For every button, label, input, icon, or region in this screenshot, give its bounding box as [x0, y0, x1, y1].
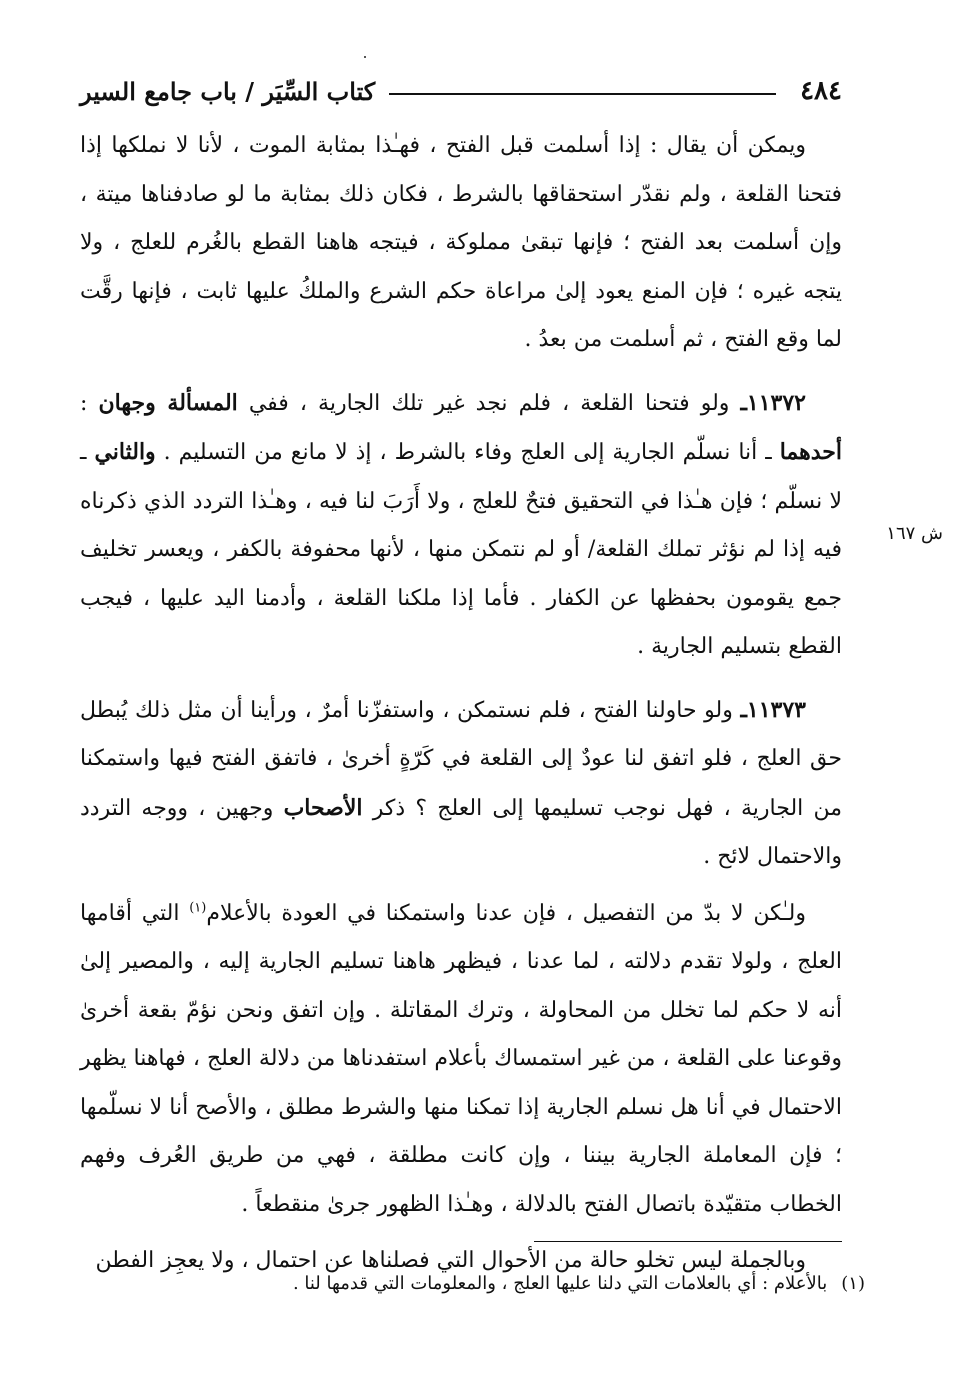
paragraph-4: ولـٰكن لا بدّ من التفصيل ، فإن عدنا واستمكنا في العودة بالأعلام$^{(١)}$ التي أقامها العلج ، ولولا تقدم دلالته ، لما عدنا ، فيظهر هاهنا تسليم الجارية إليه ، والمصير إلىٰ أنه لا حكم لما تخلل من المحاولة ، وترك المقاتلة . وإن اتفق ونحن نؤمّ بقعة أخرىٰ وقوعنا على القلعة ، من غير استمساك بأعلام استفدناها من دلالة العلج ، فهاهنا يظهر الاحتمال في أنا هل نسلم الجارية إذا تمكنا منها والشرط مطلق ، والأصح أنا لا نسلّمها ؛ فإن المعاملة الجارية بيننا ، وإن كانت مطلقة ، فهي من طريق العُرف وفهم الخطاب متقيّدة باتصال الفتح بالدلالة ، وهـٰذا الظهور جرىٰ منقطعاً .: [80, 900, 842, 1217]
page-number: ٤٨٤: [800, 76, 842, 106]
paragraph-5: وبالجملة ليس تخلو حالة من الأحوال التي فصلناها عن احتمال ، ولا يعجِز الفطن: [95, 1248, 806, 1273]
issue-number: ١١٣٧٢ـ: [740, 389, 806, 416]
running-header: [80, 70, 842, 112]
bold-term: والثاني: [94, 439, 156, 465]
footnote: [80, 1264, 865, 1304]
scan-speck: [364, 56, 366, 58]
footnote-reference[interactable]: (١): [189, 900, 207, 916]
main-text: [80, 122, 842, 1286]
running-title: كتاب السِّيَر / باب جامع السير: [80, 76, 376, 106]
bold-term: أحدهما: [779, 439, 842, 465]
footnote-separator: [534, 1241, 842, 1242]
paragraph-11372: ١١٣٧٢ـ ولو فتحنا القلعة ، فلم نجد غير تلك الجارية ، ففي المسألة وجهان : أحدهما ـ أنا نسلّم الجارية إلى العلج وفاء بالشرط ، إذ لا مانع من التسليم . والثاني ـ لا نسلّم ؛ فإن هـٰذا في التحقيق فتحٌ للعلج ، ولا أَرَبَ لنا فيه ، وهـٰذا التردد الذي ذكرناه فيه إذا لم نؤثر تملك القلعة/ أو لم نتمكن منها ، لأنها محفوفة بالكفر ، ويعسر تخليف جمع يقومون بحفظها عن الكفار . فأما إذا ملكنا القلعة ، وأدمنا اليد عليها ، فيجب القطع بتسليم الجارية .: [80, 389, 842, 659]
header-rule: [389, 93, 776, 95]
paragraph-11373: ١١٣٧٣ـ ولو حاولنا الفتح ، فلم نستمكن ، واستفزّنا أمرٌ ، ورأينا أن مثل ذلك يُبطل حق العلج ، فلو اتفق لنا عودٌ إلى القلعة في كَرّةٍ أخرىٰ ، فاتفق الفتح فيها واستمكنا من الجارية ، فهل نوجب تسليمها إلى العلج ؟ ذكر الأصحاب وجهين ، ووجه التردد والاحتمال لائح .: [80, 696, 843, 869]
paragraph-1: ويمكن أن يقال : إذا أسلمت قبل الفتح ، فهـٰذا بمثابة الموت ، لأنا لا نملكها إذا فتحنا القلعة ، ولم نقدّر استحقاقها بالشرط ، فكان ذلك بمثابة ما لو صادفناها ميتة ، وإن أسلمت بعد الفتح ؛ فإنها تبقىٰ مملوكة ، فيتجه هاهنا القطع بالغُرم للعلج ، ولا يتجه غيره ؛ فإن المنع يعود إلىٰ مراعاة حكم الشرع والملكُ عليها ثابت ، فإنها رقَّت لما وقع الفتح ، ثم أسلمت من بعدُ .: [80, 133, 842, 352]
bold-term: الأصحاب: [283, 794, 363, 821]
footnote-mark: (١): [841, 1273, 865, 1294]
bold-term: المسألة وجهان: [98, 389, 238, 416]
issue-number: ١١٣٧٣ـ: [740, 696, 806, 723]
footnote-text: بالأعلام : أي بالعلامات التي دلنا عليها العلج ، والمعلومات التي قدمها لنا .: [292, 1273, 828, 1294]
margin-folio-note: ش ١٦٧: [886, 523, 943, 544]
